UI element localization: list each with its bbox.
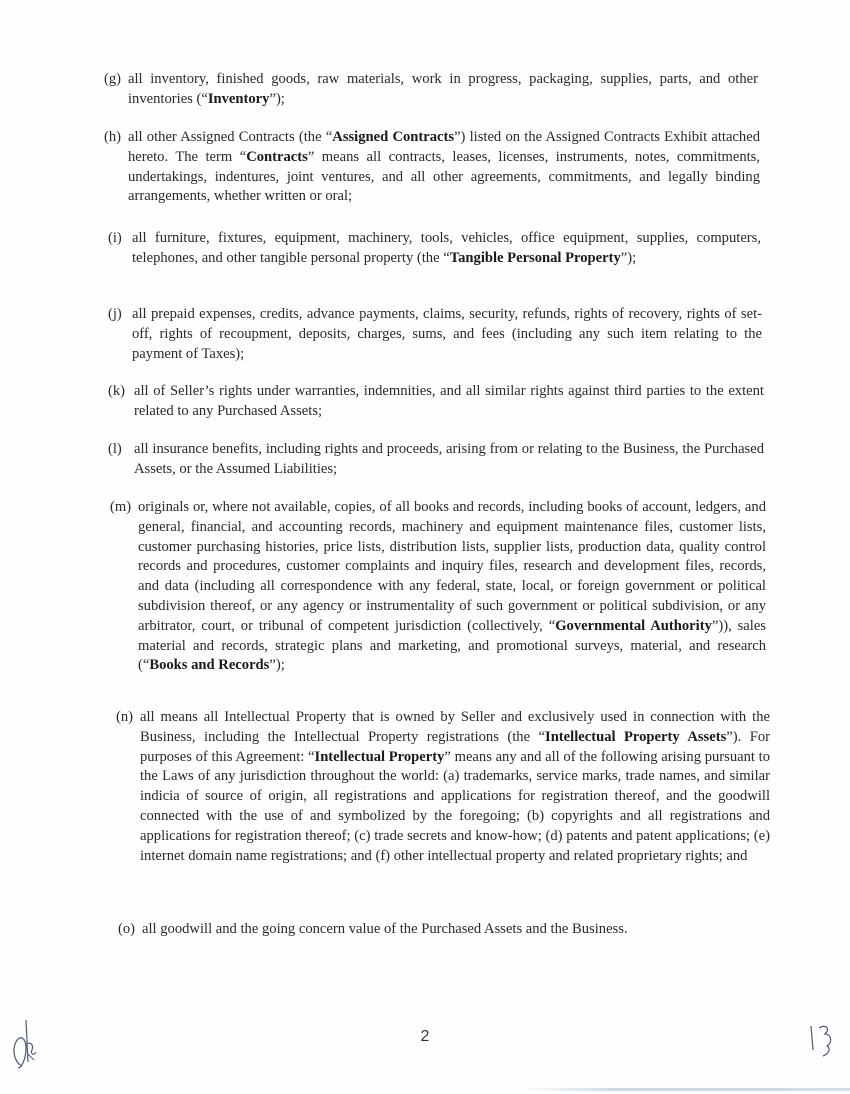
item-text: [134, 382, 764, 422]
text-run: ”). For purposes of this Agreement: “: [140, 728, 770, 765]
scan-edge-line: [520, 1088, 850, 1091]
text-run: all furniture, fixtures, equipment, machinery, tools, vehicles, office equipment, supplies, computers, telephones, and other tangible personal property (the “: [132, 230, 761, 266]
defined-term: Inventory: [207, 90, 270, 107]
text-run: all prepaid expenses, credits, advance payments, claims, security, refunds, rights of recovery, rights of set-off, rights of recoupment, deposits, charges, sums, and fees (including any such item relating to the payment of Taxes);: [132, 306, 762, 362]
defined-term: Assigned Contracts: [332, 129, 455, 145]
list-item-k: [108, 382, 764, 422]
item-marker: (k): [108, 383, 126, 399]
item-marker: (i): [108, 230, 122, 246]
item-text: [140, 708, 770, 866]
item-text: [142, 920, 758, 940]
text-run: ” means all contracts, leases, licenses, instruments, notes, commitments, undertakings, indentures, joint ventures, and all other agreements, commitments, and legally binding arrangements, whether written or oral;: [128, 148, 761, 205]
text-run: ”);: [269, 657, 285, 674]
item-text: [128, 70, 758, 110]
list-item-i: [108, 229, 761, 269]
item-text: [138, 498, 766, 676]
defined-term: Tangible Personal Property: [449, 249, 621, 266]
list-item-l: [108, 440, 764, 480]
text-run: ”) listed on the Assigned Contracts Exhibit attached hereto. The term “: [128, 129, 760, 165]
item-marker: (j): [108, 306, 122, 322]
list-item-j: [108, 305, 762, 364]
list-item-h: [104, 128, 760, 207]
defined-term: Contracts: [246, 148, 308, 165]
list-item-g: [104, 70, 758, 110]
text-run: all inventory, finished goods, raw materials, work in progress, packaging, supplies, parts, and other inventories (“: [128, 71, 758, 107]
list-item-n: [116, 708, 770, 866]
list-item-o: [118, 920, 758, 940]
item-marker: (o): [118, 921, 136, 937]
item-text: [132, 305, 762, 364]
text-run: ”);: [620, 249, 637, 266]
item-marker: (m): [110, 499, 132, 515]
item-marker: (h): [104, 129, 122, 145]
defined-term: Governmental Authority: [555, 617, 712, 634]
defined-term: Intellectual Property Assets: [545, 728, 727, 745]
item-marker: (l): [108, 441, 122, 457]
text-run: ” means any and all of the following arising pursuant to the Laws of any jurisdiction throughout the world: (a) trademarks, service marks, trade names, and similar indicia of source of origin, all registrations and applications for registration thereof, and the goodwill connected with the use of and symbolized by the foregoing; (b) copyrights and all registrations and applications for registration thereof; (c) trade secrets and know-how; (d) patents and patent applications; (e) internet domain name registrations; and (f) other intellectual property and related proprietary rights; and: [140, 748, 771, 864]
handwritten-initials-right-icon: [805, 1020, 845, 1060]
item-text: [128, 128, 760, 207]
text-run: all of Seller’s rights under warranties, indemnities, and all similar rights against third parties to the extent related to any Purchased Assets;: [134, 383, 764, 419]
text-run: ”);: [269, 90, 285, 107]
item-text: [132, 229, 761, 269]
defined-term: Intellectual Property: [314, 748, 445, 765]
item-marker: (g): [104, 71, 122, 87]
text-run: ”)), sales material and records, strategic plans and marketing, and promotional surveys, material, and research (“: [138, 617, 766, 674]
item-text: [134, 440, 764, 480]
defined-term: Books and Records: [149, 657, 270, 674]
list-item-m: [110, 498, 766, 676]
page-number: 2: [420, 1028, 430, 1045]
item-marker: (n): [116, 709, 134, 725]
text-run: all goodwill and the going concern value of the Purchased Assets and the Business.: [142, 921, 628, 937]
text-run: all means all Intellectual Property that is owned by Seller and exclusively used in connection with the Business, including the Intellectual Property registrations (the “: [140, 709, 770, 745]
text-run: all other Assigned Contracts (the “: [128, 129, 333, 145]
text-run: all insurance benefits, including rights and proceeds, arising from or relating to the Business, the Purchased Assets, or the Assumed Liabilities;: [134, 441, 764, 477]
text-run: originals or, where not available, copies, of all books and records, including books of account, ledgers, and general, financial, and accounting records, machinery and equipment maintenance files, customer lists, customer purchasing histories, price lists, distribution lists, supplier lists, production data, quality control records and procedures, customer complaints and inquiry files, research and development files, records, and data (including all correspondence with any federal, state, local, or foreign government or political subdivision thereof, or any agency or instrumentality of such government or political subdivision, or any arbitrator, court, or tribunal of competent jurisdiction (collectively, “: [138, 499, 766, 634]
